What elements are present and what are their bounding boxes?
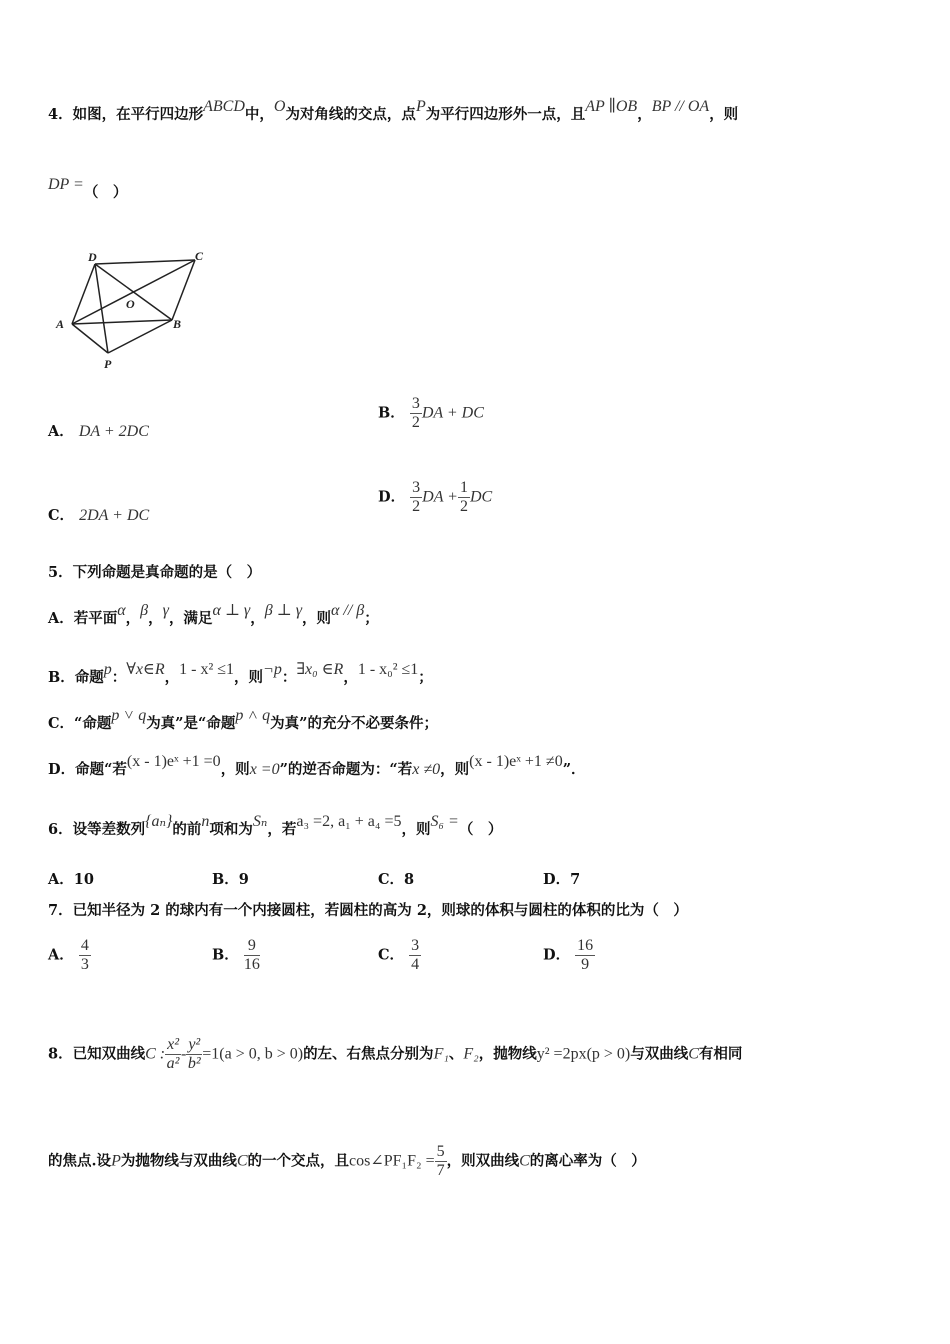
q4-math-dp: DP =	[48, 176, 84, 193]
q8-stem: 8．已知双曲线C : $\frac{\text{x²}}{\text{a²}}$ - $\frac{\text{y²}}{\text{b²}}$ =1(a > 0, b > 0)的左、右焦点分别为F₁、F₂，抛物线y² =2px(p > 0)与双曲线C有相同	[48, 1036, 743, 1072]
q6-option-c[interactable]: C．8	[378, 871, 415, 888]
q7-option-b[interactable]: B． $\frac{9}{16}$	[212, 937, 260, 973]
q4-option-a[interactable]: A． DA + 2DC	[48, 423, 149, 440]
q4-math-p: P	[415, 98, 426, 115]
q6-option-a[interactable]: A．10	[48, 871, 94, 888]
q4-option-c[interactable]: C． 2DA + DC	[48, 507, 150, 524]
q5-option-b[interactable]: B．命题p：∀x∈R，1 - x² ≤1，则¬p：∃x₀ ∈R，1 - x₀² ≤1；	[48, 661, 433, 686]
q5-option-d[interactable]: D．命题“若(x - 1)eˣ +1 =0，则x =0”的逆否命题为：“若x ≠0，则(x - 1)eˣ +1 ≠0”．	[48, 753, 586, 778]
q6-stem: 6．设等差数列{aₙ}的前n项和为Sₙ，若a₃ =2, a₁ + a₄ =5，则S₆ =（ ）	[48, 813, 503, 838]
fraction: $\frac{3}{2}$	[411, 395, 420, 431]
fraction: $\frac{4}{3}$	[80, 937, 89, 973]
label-b: B	[173, 317, 182, 331]
fraction: $\frac{3}{4}$	[411, 937, 420, 973]
q5-stem: 5．下列命题是真命题的是（ ）	[48, 564, 262, 581]
fraction: $\frac{16}{9}$	[577, 937, 594, 973]
q4-stem-2: DP =（ ）	[48, 176, 128, 201]
q4-text: 4．如图，在平行四边形	[48, 106, 204, 123]
q6-option-b[interactable]: B．9	[212, 871, 249, 888]
q8-stem-2: 的焦点.设P为抛物线与双曲线C的一个交点，且cos∠PF₁F₂ = $\frac{5}{7}$ ，则双曲线C的离心率为（ ）	[48, 1143, 646, 1179]
fraction: $\frac{5}{7}$	[436, 1143, 445, 1179]
q7-option-d[interactable]: D． $\frac{16}{9}$	[543, 937, 594, 973]
q4-math-cond2: BP // OA	[651, 98, 710, 115]
q5-option-a[interactable]: A．若平面α，β，γ，满足α ⊥ γ，β ⊥ γ，则α // β；	[48, 602, 379, 627]
label-d: D	[88, 250, 97, 264]
parallelogram-figure	[50, 248, 220, 373]
label-a: A	[56, 317, 65, 331]
label-p: P	[104, 357, 112, 371]
q7-option-a[interactable]: A． $\frac{4}{3}$	[48, 937, 89, 973]
q4-math-cond1: AP ∥OB	[585, 98, 638, 115]
fraction: $\frac{9}{16}$	[243, 937, 260, 973]
fraction: $\frac{1}{2}$	[459, 479, 468, 515]
q7-option-c[interactable]: C． $\frac{3}{4}$	[378, 937, 420, 973]
q4-option-b[interactable]: B． $\frac{3}{2}$ DA + DC	[378, 395, 484, 431]
q4-math-o: O	[273, 98, 286, 115]
q4-option-d[interactable]: D． $\frac{3}{2}$ DA + $\frac{1}{2}$ DC	[378, 479, 493, 515]
q5-option-c[interactable]: C．“命题p ˅ q为真”是“命题p ˄ q为真”的充分不必要条件；	[48, 707, 439, 732]
label-o: O	[126, 297, 135, 311]
fraction: $\frac{\text{x²}}{\text{a²}}$	[166, 1036, 180, 1072]
q4-math-abcd: ABCD	[203, 98, 245, 115]
fraction: $\frac{3}{2}$	[412, 479, 421, 515]
label-c: C	[195, 249, 204, 263]
q6-option-d[interactable]: D．7	[543, 871, 581, 888]
q7-stem: 7．已知半径为 2 的球内有一个内接圆柱，若圆柱的高为 2，则球的体积与圆柱的体积的比为（ ）	[48, 902, 688, 919]
q4-stem: 4．如图，在平行四边形ABCD中，O为对角线的交点，点P为平行四边形外一点，且AP ∥OB，BP // OA，则	[48, 98, 739, 123]
fraction: $\frac{\text{y²}}{\text{b²}}$	[187, 1036, 201, 1072]
